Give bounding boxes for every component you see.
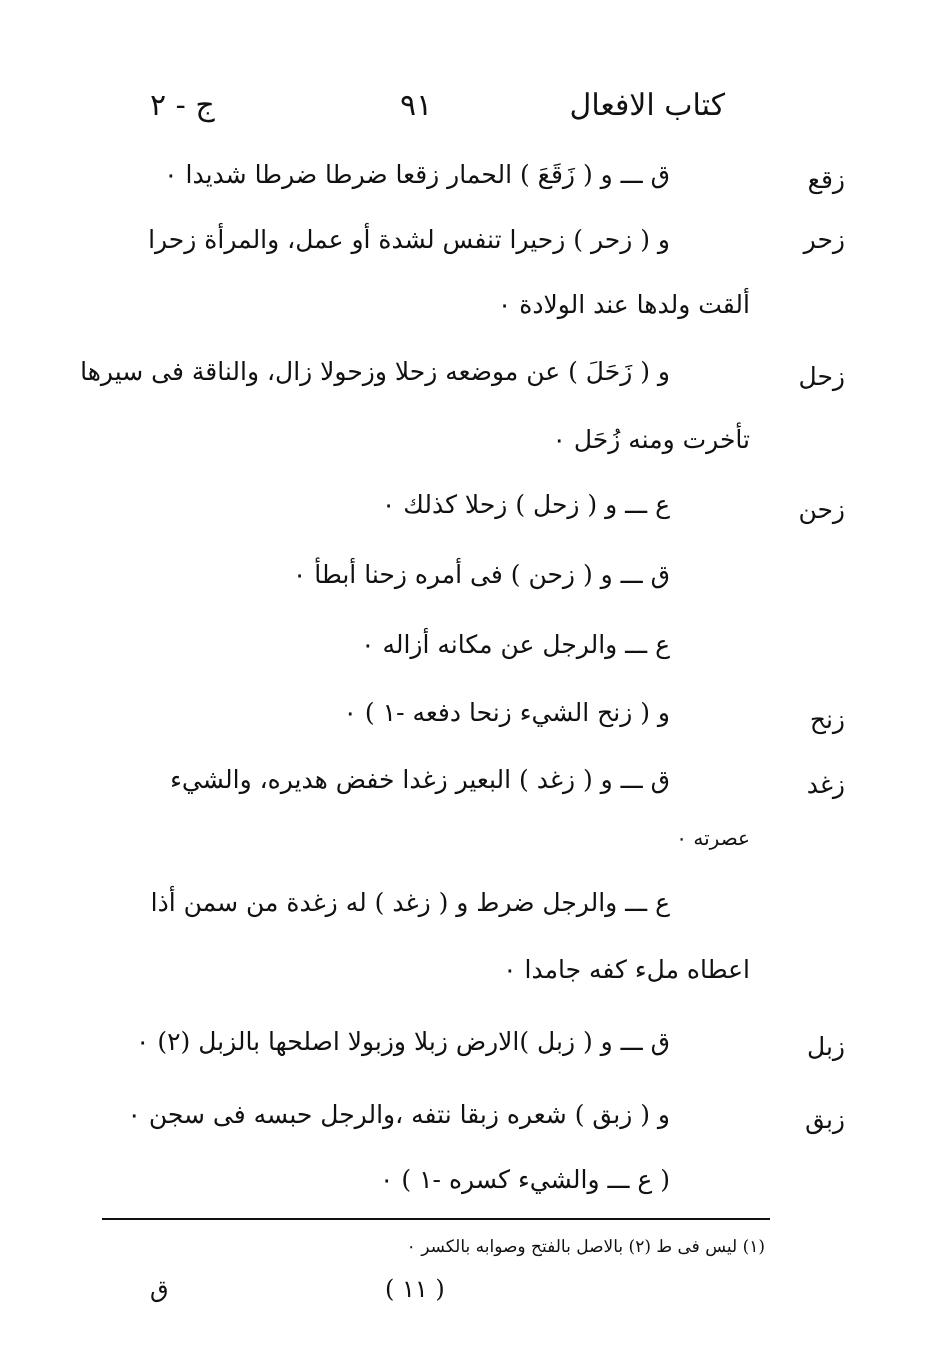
- entry-line: اعطاه ملء كفه جامدا ٠: [503, 955, 750, 984]
- entry-line: ق ـــ و ( زحن ) فى أمره زحنا أبطأ ٠: [292, 560, 670, 589]
- headword: زقع: [807, 165, 845, 194]
- entry-line: ع ـــ والرجل ضرط و ( زغد ) له زغدة من سمن أذا: [150, 888, 670, 917]
- entry-line: و ( زبق ) شعره زبقا نتفه ،والرجل حبسه فى سجن ٠: [127, 1100, 670, 1129]
- entry-line: تأخرت ومنه زُحَل ٠: [552, 425, 750, 454]
- entry-line: عصرته ٠: [676, 826, 750, 850]
- entry-line: و ( زحر ) زحيرا تنفس لشدة أو عمل، والمرأة زحرا: [148, 225, 670, 254]
- entry-line: ألقت ولدها عند الولادة ٠: [497, 290, 750, 319]
- entry-line: و ( زَحَلَ ) عن موضعه زحلا وزحولا زال، والناقة فى سيرها: [80, 357, 670, 386]
- entry-line: ق ـــ و ( زَقَعَ ) الحمار زقعا ضرطا ضرطا شديدا ٠: [164, 160, 670, 189]
- entry-line: ع ـــ و ( زحل ) زحلا كذلك ٠: [381, 490, 670, 519]
- headword: زحن: [798, 495, 845, 524]
- headword: زحر: [803, 225, 845, 254]
- page-number: ٩١: [400, 88, 433, 123]
- signature-letter: ق: [150, 1275, 169, 1303]
- entry-line: ق ـــ و ( زبل )الارض زبلا وزبولا اصلحها بالزبل (٢) ٠: [135, 1027, 670, 1056]
- headword: زبل: [807, 1032, 845, 1061]
- headword: زغد: [806, 770, 845, 799]
- headword: زبق: [805, 1105, 845, 1134]
- entry-line: و ( زنح الشيء زنحا دفعه -١ ) ٠: [343, 698, 670, 727]
- entry-line: ق ـــ و ( زغد ) البعير زغدا خفض هديره، والشيء: [170, 765, 670, 794]
- signature-number: ( ١١ ): [385, 1275, 445, 1303]
- book-title: كتاب الافعال: [569, 88, 725, 123]
- headword: زنح: [809, 705, 845, 734]
- entry-line: ( ع ـــ والشيء كسره -١ ) ٠: [380, 1165, 670, 1194]
- footnote: (١) ليس فى ط (٢) بالاصل بالفتح وصوابه بالكسر ٠: [406, 1237, 765, 1257]
- volume-marker: ج - ٢: [150, 88, 215, 123]
- headword: زحل: [798, 362, 845, 391]
- footnote-rule: [102, 1218, 770, 1220]
- entry-line: ع ـــ والرجل عن مكانه أزاله ٠: [361, 630, 670, 659]
